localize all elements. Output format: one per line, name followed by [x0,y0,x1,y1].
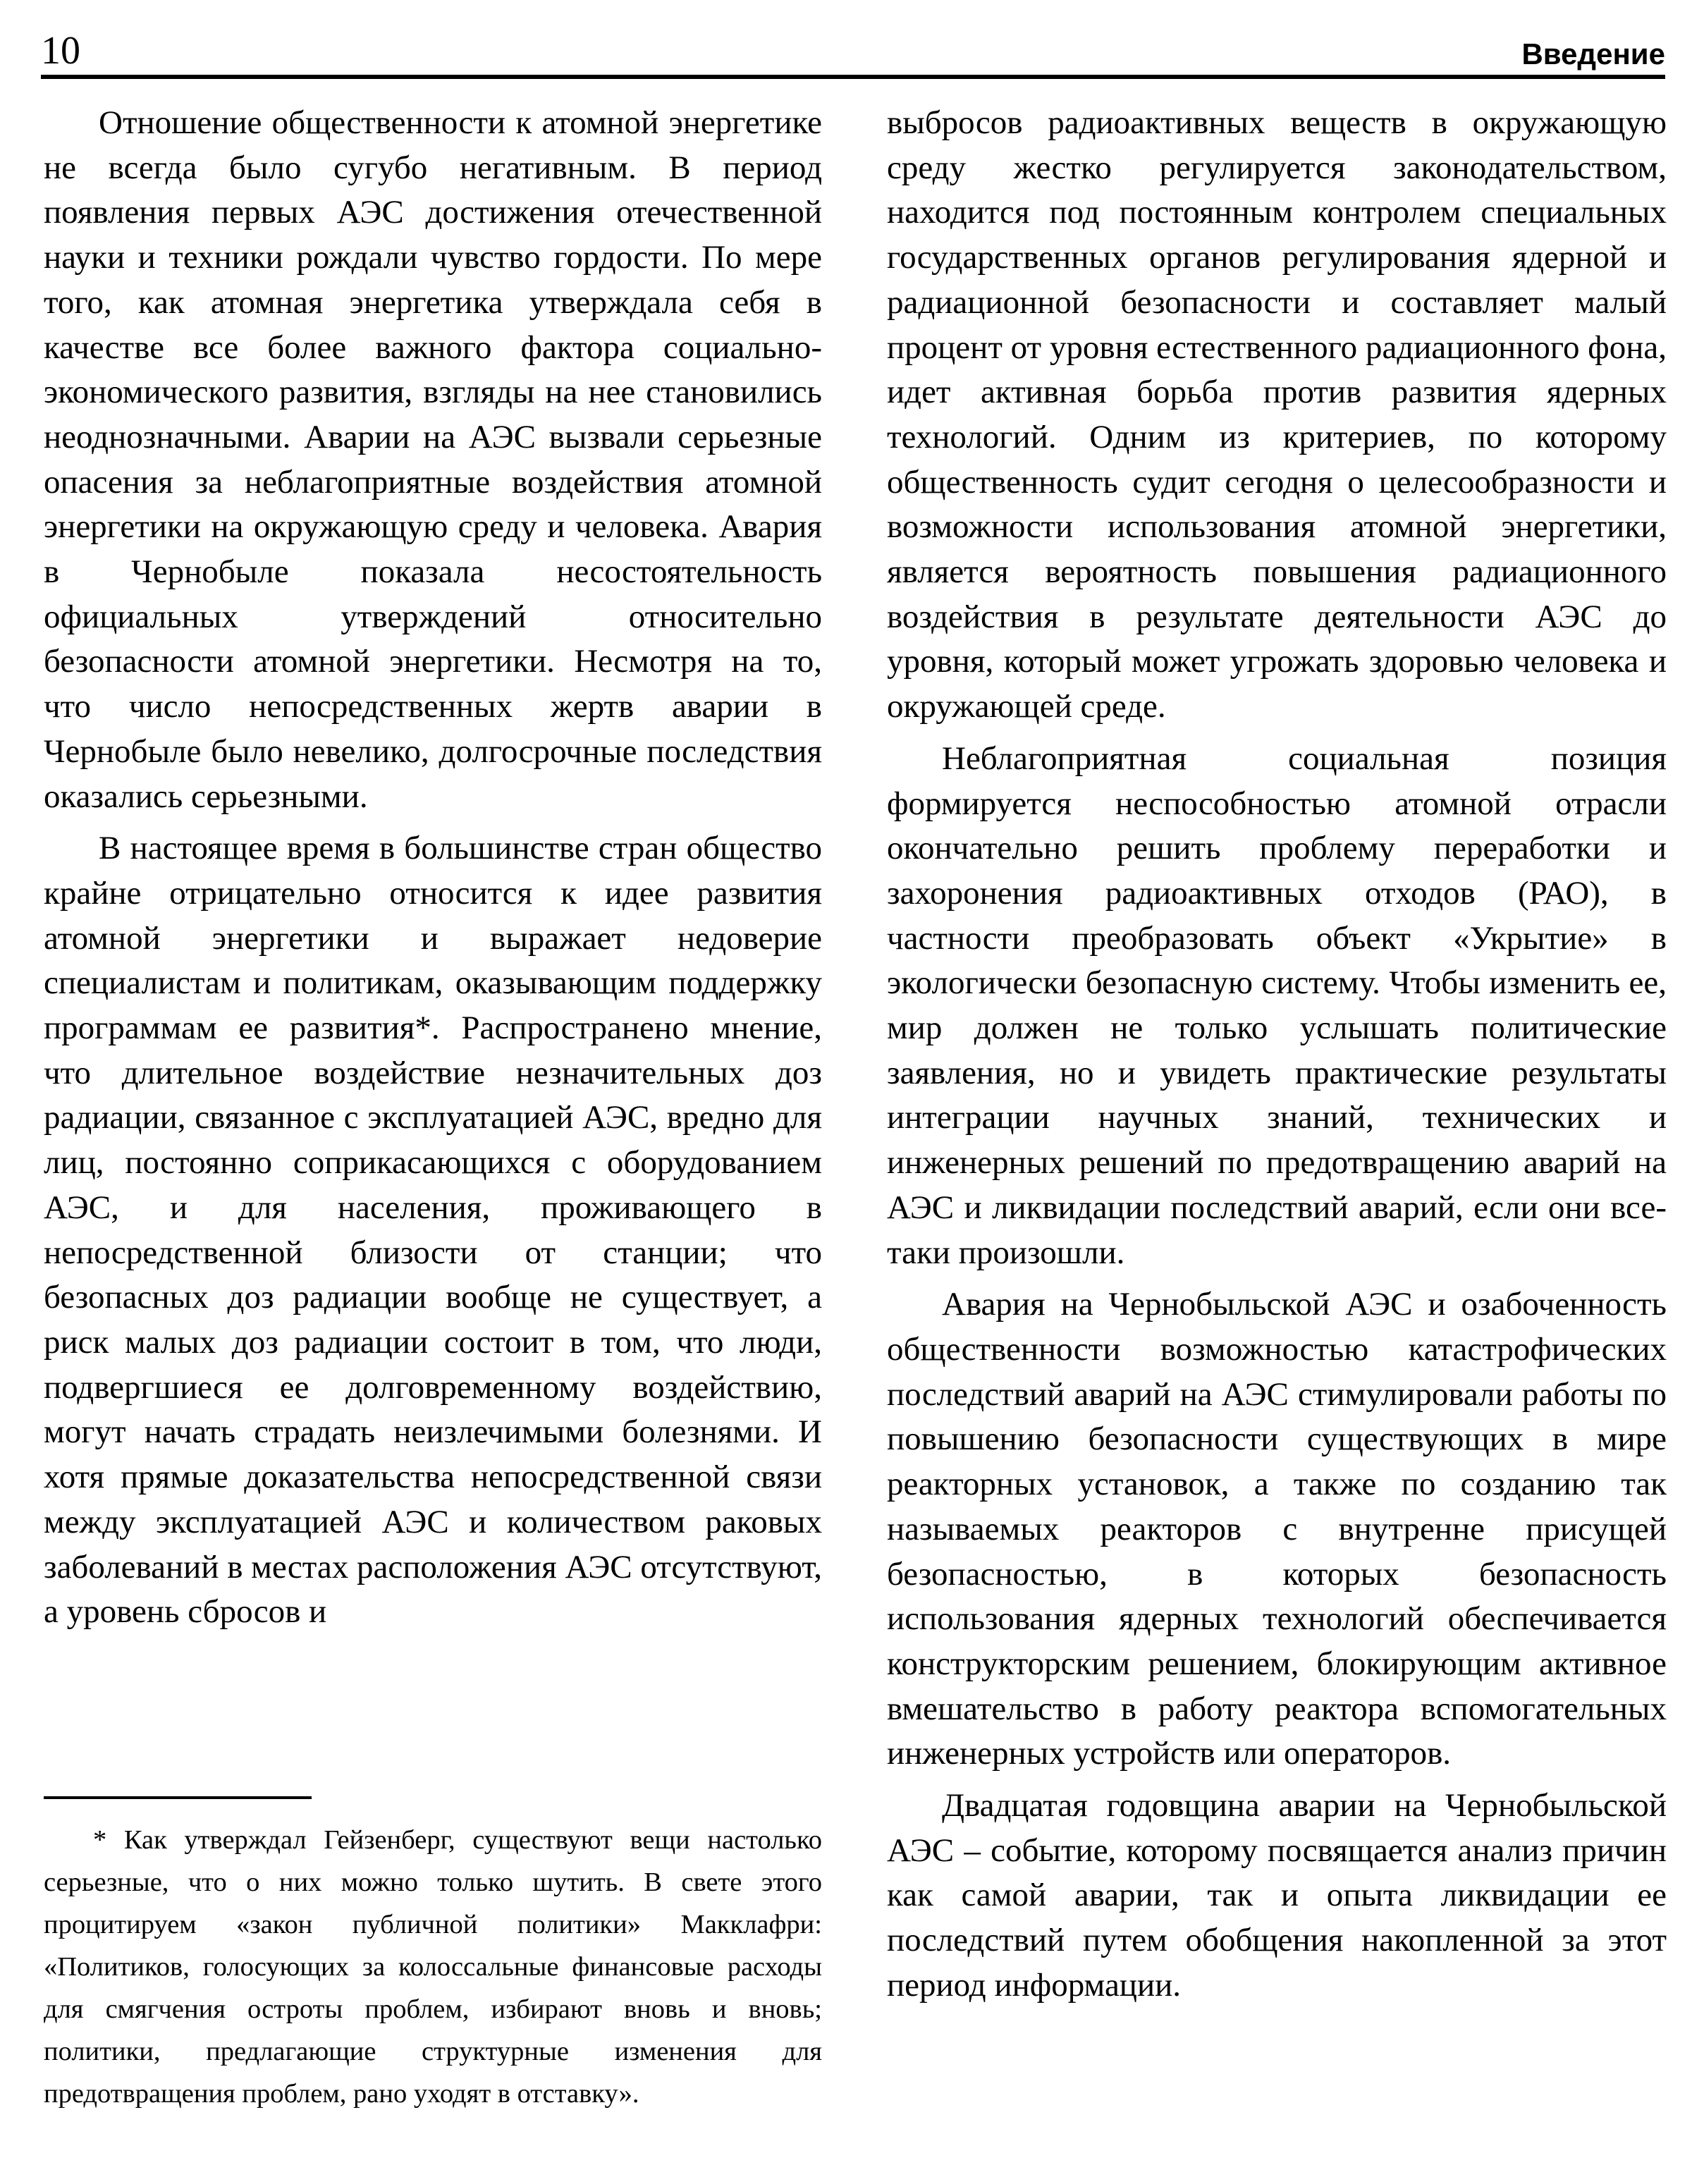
page-header [41,20,1665,79]
paragraph: Неблагоприятная социальная позиция формируется неспособностью атомной отрасли окончательно решить проблему переработки и захоронения радиоактивных отходов (РАО), в частности преобразовать объект «Укрытие» в экологически безопасную систему. Чтобы изменить ее, мир должен не только услышать политические заявления, но и увидеть практические результаты интеграции научных знаний, технических и инженерных решений по предотвращению аварий на АЭС и ликвидации последствий аварий, если они все-таки произошли. [887,740,1667,1271]
paragraph: Авария на Чернобыльской АЭС и озабоченность общественности возможностью катастрофических последствий аварий на АЭС стимулировали работы по повышению безопасности существующих в мире реакторных установок, а также по созданию так называемых реакторов с внутренне присущей безопасностью, в которых безопасность использования ядерных технологий обеспечивается конструкторским решением, блокирующим активное вмешательство в работу реактора вспомогательных инженерных устройств или операторов. [887,1286,1667,1772]
page-number: 10 [41,29,80,73]
paragraph: В настоящее время в большинстве стран общество крайне отрицательно относится к идее развития атомной энергетики и выражает недоверие специалистам и политикам, оказывающим поддержку программам ее развития*. Распространено мнение, что длительное воздействие незначительных доз радиации, связанное с эксплуатацией АЭС, вредно для лиц, постоянно соприкасающихся с оборудованием АЭС, и для населения, проживающего в непосредственной близости от станции; что безопасных доз радиации вообще не существует, а риск малых доз радиации состоит в том, что люди, подвергшиеся ее долговременному воздействию, могут начать страдать неизлечимыми болезнями. И хотя прямые доказательства непосредственной связи между эксплуатацией АЭС и количеством раковых заболеваний в местах расположения АЭС отсутствуют, а уровень сбросов и [44,830,822,1631]
paragraph: Двадцатая годовщина аварии на Чернобыльской АЭС – событие, которому посвящается анализ причин как самой аварии, так и опыта ликвидации ее последствий путем обобщения накопленной за этот период информации. [887,1787,1667,2004]
footnote-divider [44,1796,312,1799]
paragraph: Отношение общественности к атомной энергетике не всегда было сугубо негативным. В период появления первых АЭС достижения отечественной науки и техники рождали чувство гордости. По мере того, как атомная энергетика утверждала себя в качестве все более важного фактора социально-экономического развития, взгляды на нее становились неоднозначными. Аварии на АЭС вызвали серьезные опасения за неблагоприятные воздействия атомной энергетики на окружающую среду и человека. Авария в Чернобыле показала несостоятельность официальных утверждений относительно безопасности атомной энергетики. Несмотря на то, что число непосредственных жертв аварии в Чернобыле было невелико, долгосрочные последствия оказались серьезными. [44,104,822,815]
left-column [44,101,822,1642]
footnote: * Как утверждал Гейзенберг, существуют вещи настолько серьезные, что о них можно только шутить. В свете этого процитируем «закон публичной политики» Макклафри: «Политиков, голосующих за колоссальные финансовые расходы для смягчения остроты проблем, избирают вновь и вновь; политики, предлагающие структурные изменения для предотвращения проблем, рано уходят в отставку». [44,1825,822,2109]
right-column [887,101,1667,2016]
running-head: Введение [1521,37,1665,70]
paragraph: выбросов радиоактивных веществ в окружающую среду жестко регулируется законодательством, находится под постоянным контролем специальных государственных органов регулирования ядерной и радиационной безопасности и составляет малый процент от уровня естественного радиационного фона, идет активная борьба против развития ядерных технологий. Одним из критериев, по которому общественность судит сегодня о целесообразности и возможности использования атомной энергетики, является вероятность повышения радиационного воздействия в результате деятельности АЭС до уровня, который может угрожать здоровью человека и окружающей среде. [887,104,1667,725]
